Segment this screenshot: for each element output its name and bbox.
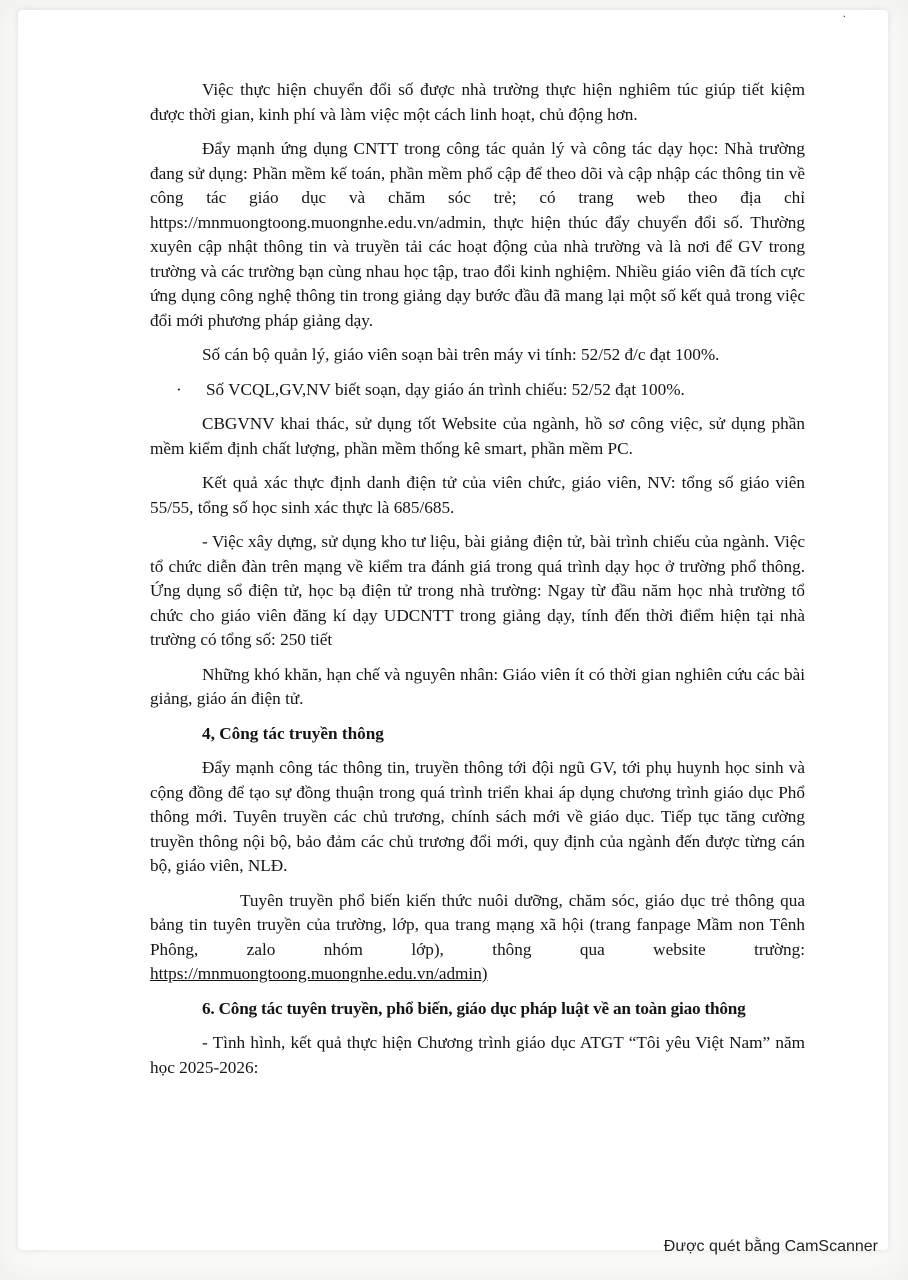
bullet-dot: ·: [176, 379, 182, 399]
section-heading-traffic-safety: 6. Công tác tuyên truyền, phổ biến, giáo dục pháp luật về an toàn giao thông: [202, 998, 746, 1018]
paragraph-difficulties: Những khó khăn, hạn chế và nguyên nhân: Giáo viên ít có thời gian nghiên cứu các bài giảng, giáo án điện tử.: [150, 664, 805, 708]
paragraph-electronic-id: Kết quả xác thực định danh điện tử của viên chức, giáo viên, NV: tổng số giáo viên 55/55, tổng số học sinh xác thực là 685/685.: [150, 473, 805, 517]
paragraph-website-usage: CBGVNV khai thác, sử dụng tốt Website của ngành, hồ sơ công việc, sử dụng phần mềm kiểm định chất lượng, phần mềm thống kê smart, phần mềm PC.: [150, 414, 805, 458]
camscanner-watermark: Được quét bằng CamScanner: [663, 1238, 878, 1255]
website-link[interactable]: https://mnmuongtoong.muongnhe.edu.vn/admin): [150, 964, 488, 983]
paragraph-propaganda: [150, 889, 805, 987]
paragraph-communication: Đẩy mạnh công tác thông tin, truyền thông tới đội ngũ GV, tới phụ huynh học sinh và cộng đồng để tạo sự đồng thuận trong quá trình triển khai áp dụng chương trình giáo dục Phổ thông mới. Tuyên truyền các chủ trương, chính sách mới về giáo dục. Tiếp tục tăng cường truyền thông nội bộ, bảo đảm các chủ trương đổi mới, quy định của ngành đến được từng cán bộ, giáo viên, NLĐ.: [150, 758, 805, 875]
paragraph-propaganda-text: Tuyên truyền phổ biến kiến thức nuôi dưỡng, chăm sóc, giáo dục trẻ thông qua bảng tin tuyên truyền của trường, lớp, qua trang mạng xã hội (trang fanpage Mầm non Tênh Phông, zalo nhóm lớp), thông qua website trường:: [150, 890, 805, 959]
paragraph-presentation-lessons-text: Số VCQL,GV,NV biết soạn, dạy giáo án trình chiếu: 52/52 đạt 100%.: [206, 379, 685, 399]
paragraph-it-application: Đẩy mạnh ứng dụng CNTT trong công tác quản lý và công tác dạy học: Nhà trường đang sử dụng: Phần mềm kế toán, phần mềm phổ cập để theo dõi và cập nhập các thông tin về công tác giáo dục và chăm sóc trẻ; có trang web theo địa chỉ https://mnmuongtoong.muongnhe.edu.vn/admin, thực hiện thúc đẩy chuyển đổi số. Thường xuyên cập nhật thông tin và truyền tải các hoạt động của nhà trường và là nơi để GV trong trường và các trường bạn cùng nhau học tập, trao đổi kinh nghiệm. Nhiều giáo viên đã tích cực ứng dụng công nghệ thông tin trong giảng dạy bước đầu đã mang lại một số kết quả trong việc đổi mới phương pháp giảng dạy.: [150, 139, 805, 330]
document-body: [150, 78, 805, 1090]
paragraph-presentation-lessons: [150, 378, 805, 403]
paragraph-traffic-program: - Tình hình, kết quả thực hiện Chương trình giáo dục ATGT “Tôi yêu Việt Nam” năm học 2025-2026:: [150, 1033, 805, 1077]
section-heading-communication: 4, Công tác truyền thông: [202, 723, 384, 743]
paragraph-digital-transformation: Việc thực hiện chuyển đổi số được nhà trường thực hiện nghiêm túc giúp tiết kiệm được thời gian, kinh phí và làm việc một cách linh hoạt, chủ động hơn.: [150, 80, 805, 124]
paragraph-staff-computer: Số cán bộ quản lý, giáo viên soạn bài trên máy vi tính: 52/52 đ/c đạt 100%.: [202, 345, 720, 364]
paragraph-e-learning-resources: - Việc xây dựng, sử dụng kho tư liệu, bài giảng điện tử, bài trình chiếu của ngành. Việc tổ chức diễn đàn trên mạng về kiểm tra đánh giá trong quá trình dạy học ở trường phổ thông. Ứng dụng sổ điện tử, học bạ điện tử trong nhà trường: Ngay từ đầu năm học nhà trường tổ chức cho giáo viên đăng kí dạy UDCNTT trong giảng dạy, tính đến thời điểm hiện tại nhà trường có tổng số: 250 tiết: [150, 532, 805, 649]
corner-mark: .: [842, 6, 846, 20]
